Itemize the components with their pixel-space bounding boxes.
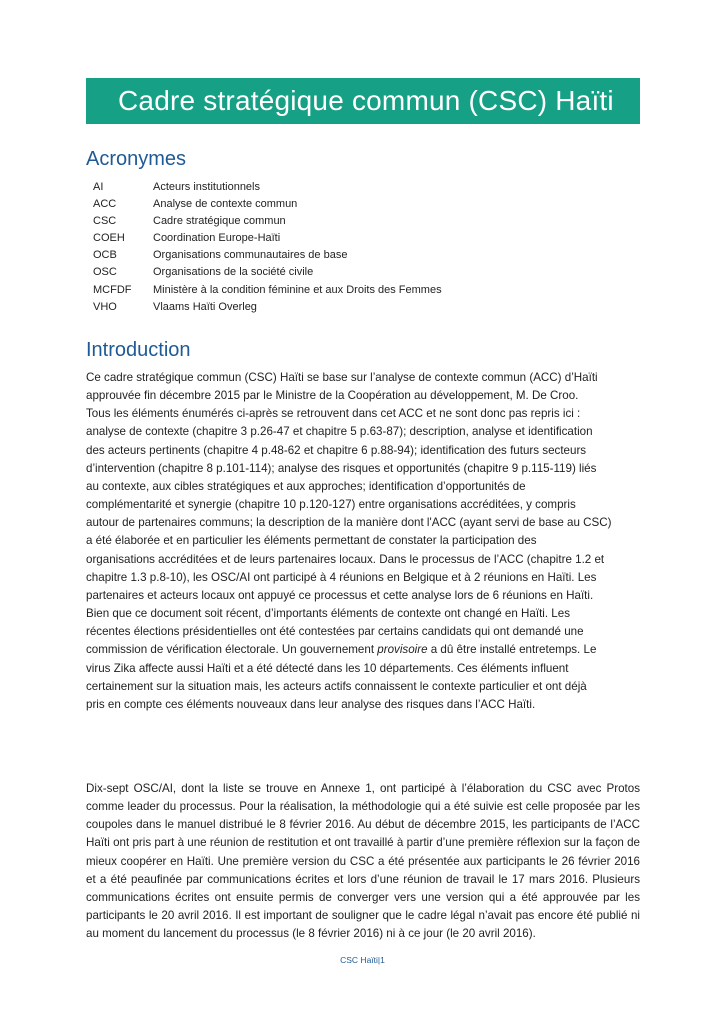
acronym-row [93, 230, 442, 247]
acronym-definition: Vlaams Haïti Overleg [153, 300, 257, 313]
acronym-definition: Cadre stratégique commun [153, 215, 286, 228]
paragraph-line: au contexte, aux cibles stratégiques et aux approches; identification d’opportunités de [86, 479, 526, 493]
acronym-abbr: ACC [93, 198, 117, 211]
acronym-abbr: VHO [93, 300, 117, 313]
paragraph-line: virus Zika affecte aussi Haïti et a été détecté dans les 10 départements. Ces éléments influent [86, 661, 569, 675]
introduction-paragraph-2: Dix-sept OSC/AI, dont la liste se trouve en Annexe 1, ont participé à l’élaboration du CSC avec Protos comme leader du processus. Pour la réalisation, la méthodologie qui a été suivie est celle proposée par les coupoles dans le manuel distribué le 8 février 2016. Au début de décembre 2015, les participants de l’ACC Haïti ont pris part à une réunion de restitution et ont travaillé à partir d’une première réflexion sur la façon de mieux coopérer en Haïti. Une première version du CSC a été présentée aux participants le 26 février 2016 et a été peaufinée par communications écrites et lors d’une réunion de travail le 17 mars 2016. Plusieurs communications écrites ont ensuite permis de converger vers une version qui a été approuvée par les participants le 20 avril 2016. Il est important de souligner que le cadre légal n’avait pas encore été publié ni au moment du lancement du processus (le 8 février 2016) ni à ce jour (le 20 avril 2016). [86, 782, 640, 941]
paragraph-line: chapitre 1.3 p.8-10), les OSC/AI ont participé à 4 réunions en Belgique et à 2 réunions en Haïti. Les [86, 570, 597, 584]
introduction-paragraph-1 [86, 369, 640, 714]
acronym-table [93, 179, 442, 316]
page-footer: CSC Haïti|1 [340, 955, 385, 965]
paragraph-line: organisations accréditées et de leurs partenaires locaux. Dans le processus de l’ACC (chapitre 1.2 et [86, 552, 605, 566]
paragraph-line: Ce cadre stratégique commun (CSC) Haïti se base sur l’analyse de contexte commun (ACC) d’Haïti [86, 371, 598, 384]
acronym-abbr: MCFDF [93, 283, 132, 296]
paragraph-line: Tous les éléments énumérés ci-après se retrouvent dans cet ACC et ne sont donc pas repris ici : [86, 407, 581, 421]
acronym-row [93, 282, 442, 299]
acronym-definition: Acteurs institutionnels [153, 181, 260, 193]
paragraph-line [86, 641, 640, 659]
acronym-definition: Ministère à la condition féminine et aux Droits des Femmes [153, 283, 442, 296]
paragraph-line: analyse de contexte (chapitre 3 p.26-47 et chapitre 5 p.63-87); description, analyse et identification [86, 425, 593, 439]
acronym-definition: Organisations communautaires de base [153, 249, 348, 262]
paragraph-line: Bien que ce document soit récent, d’importants éléments de contexte ont changé en Haïti. Les [86, 607, 571, 621]
paragraph-line: complémentarité et synergie (chapitre 10 p.120-127) entre organisations accréditées, y compris [86, 498, 576, 512]
line-text: commission de vérification électorale. Un gouvernement [86, 643, 378, 657]
paragraph-line: approuvée fin décembre 2015 par le Ministre de la Coopération au développement, M. De Croo. [86, 389, 579, 403]
acronym-abbr: COEH [93, 232, 125, 245]
acronym-row [93, 179, 442, 196]
line-text: a dû être installé entretemps. Le [427, 643, 597, 657]
paragraph-line: certainement sur la situation mais, les acteurs actifs connaissent le contexte particulier et ont déjà [86, 679, 587, 693]
title-banner [86, 78, 640, 124]
acronym-abbr: OCB [93, 249, 117, 262]
paragraph-line: des acteurs pertinents (chapitre 4 p.48-62 et chapitre 6 p.88-94); identification des futurs secteurs [86, 443, 587, 457]
paragraph-line: pris en compte ces éléments nouveaux dans leur analyse des risques dans l’ACC Haïti. [86, 697, 536, 711]
page-title: Cadre stratégique commun (CSC) Haïti [118, 85, 614, 116]
acronym-definition: Organisations de la société civile [153, 266, 314, 279]
acronym-definition: Analyse de contexte commun [153, 198, 298, 211]
acronym-row [93, 213, 442, 230]
acronym-row [93, 264, 442, 281]
acronym-abbr: OSC [93, 266, 117, 279]
paragraph-line: partenaires et acteurs locaux ont appuyé ce processus et cette analyse lors de 6 réunions en Haïti. [86, 588, 594, 602]
introduction-heading: Introduction [86, 339, 191, 361]
acronym-row [93, 299, 442, 316]
acronym-row [93, 247, 442, 264]
paragraph-line: d’intervention (chapitre 8 p.101-114); analyse des risques et opportunités (chapitre 9 p.115-119) liés [86, 461, 597, 475]
italic-word: provisoire [377, 643, 428, 657]
paragraph-line: autour de partenaires communs; la description de la manière dont l'ACC (ayant servi de base au CSC) [86, 516, 612, 530]
acronyms-heading: Acronymes [86, 148, 187, 170]
acronym-row [93, 196, 442, 213]
acronym-abbr: CSC [93, 215, 117, 228]
paragraph-line: récentes élections présidentielles ont été contestées par certains candidats qui ont demandé une [86, 625, 584, 639]
acronym-abbr: AI [93, 181, 104, 193]
acronym-definition: Coordination Europe-Haïti [153, 232, 281, 245]
paragraph-line: a été élaborée et en particulier les éléments permettant de constater la participation des [86, 534, 537, 548]
